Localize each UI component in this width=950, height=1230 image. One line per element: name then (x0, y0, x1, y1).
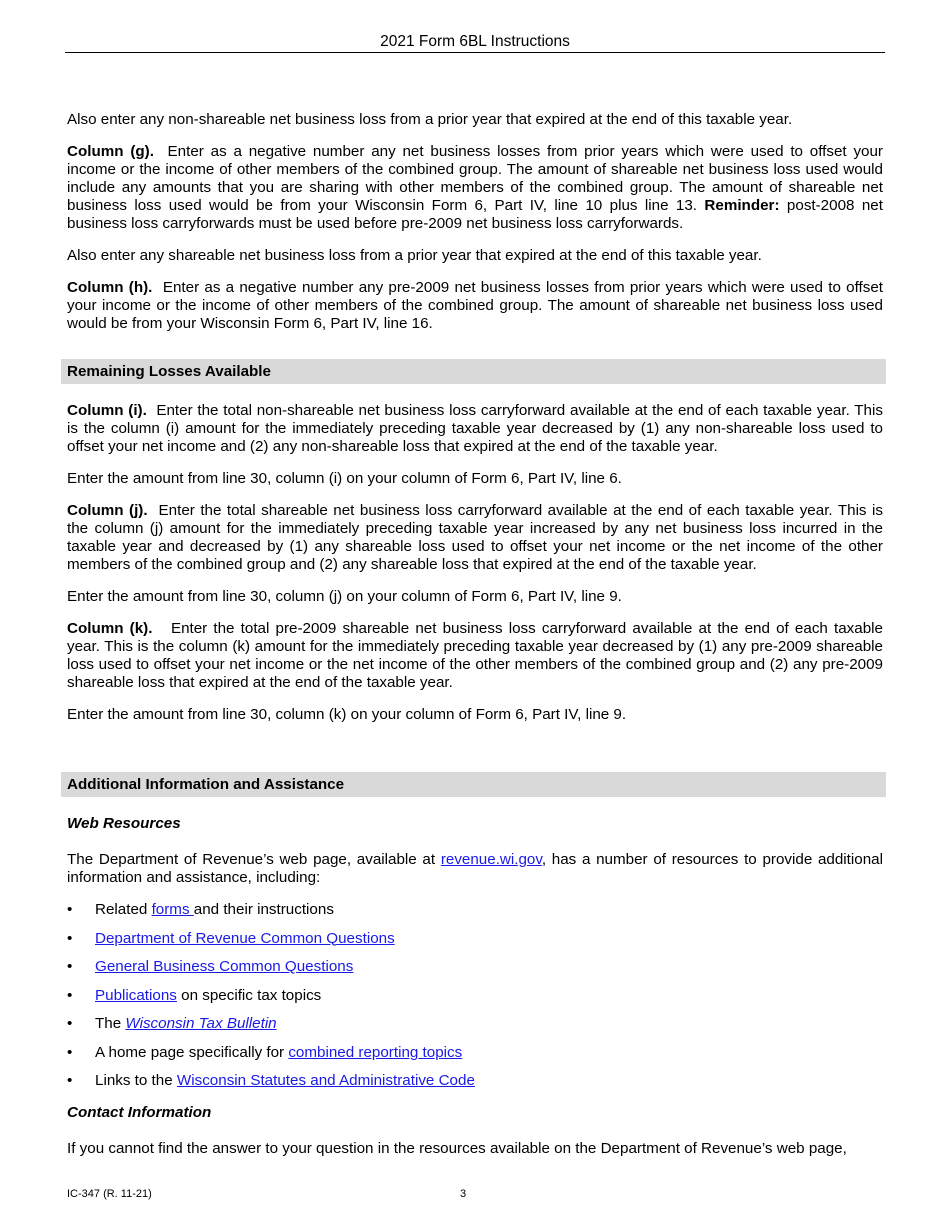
web-resources-paragraph (67, 851, 883, 887)
bullet-icon: • (67, 1015, 73, 1032)
list-text: and their instructions (193, 901, 334, 918)
list-text: Links to the (95, 1072, 177, 1089)
bullet-icon: • (67, 958, 73, 975)
column-j-paragraph (67, 502, 883, 574)
tax-bulletin-link[interactable]: Wisconsin Tax Bulletin (125, 1015, 277, 1032)
column-j-text: Enter the total shareable net business loss carryforward available at the end of each taxable year. This is the column (j) amount for the immediately preceding taxable year increased by any net business loss incurred in the taxable year and decreased by (1) any shareable loss used to offset your net income or the net income of the other members of the combined group and (2) any shareable loss that expired at the end of the taxable year. (67, 502, 883, 573)
column-i-paragraph (67, 402, 883, 456)
dor-common-questions-link[interactable]: Department of Revenue Common Questions (95, 929, 395, 947)
list-item (67, 1015, 883, 1033)
combined-reporting-link[interactable]: combined reporting topics (288, 1043, 463, 1061)
publications-link[interactable]: Publications (95, 986, 177, 1004)
remaining-losses-heading: Remaining Losses Available (61, 359, 886, 384)
bullet-icon: • (67, 986, 73, 1004)
column-h-label: Column (h). (67, 279, 153, 296)
column-g-text: Enter as a negative number any net business losses from prior years which were used to offset your income or the income of other members of the combined group. The amount of shareable net business loss used would include any amounts that you are sharing with other members of the combined group. The amount of shareable net business loss used would be from your Wisconsin Form 6, Part IV, line 10 plus line 13. (67, 143, 883, 214)
statutes-link[interactable]: Wisconsin Statutes and Administrative Code (176, 1072, 475, 1089)
list-text: The (95, 1015, 126, 1032)
list-item (67, 987, 883, 1005)
list-item (67, 1072, 883, 1090)
list-item (67, 901, 883, 919)
bullet-icon: • (67, 929, 73, 947)
line-j-paragraph: Enter the amount from line 30, column (j) on your column of Form 6, Part IV, line 9. (67, 588, 622, 605)
list-text: A home page specifically for (95, 1043, 289, 1061)
web-text-after: , has a number of resources to provide additional information and assistance, including: (67, 851, 883, 886)
column-i-text: Enter the total non-shareable net business loss carryforward available at the end of each taxable year. This is the column (i) amount for the immediately preceding taxable year decreased by (1) any non-shareable loss used to offset your net income and (2) any non-shareable loss that expired at the end of the taxable year. (67, 402, 883, 455)
list-text: Related (95, 901, 152, 918)
line-i-paragraph: Enter the amount from line 30, column (i) on your column of Form 6, Part IV, line 6. (67, 470, 622, 487)
shareable-expired-paragraph: Also enter any shareable net business loss from a prior year that expired at the end of this taxable year. (67, 247, 762, 264)
contact-paragraph: If you cannot find the answer to your question in the resources available on the Department of Revenue’s web page, (67, 1140, 847, 1157)
page-number: 3 (460, 1188, 467, 1200)
document-body (67, 111, 883, 1172)
intro-paragraph: Also enter any non-shareable net business loss from a prior year that expired at the end of this taxable year. (67, 111, 793, 128)
list-item (67, 1044, 883, 1062)
column-i-label: Column (i). (67, 402, 147, 419)
column-k-label: Column (k). (67, 620, 153, 637)
resource-list (67, 901, 883, 1090)
list-item (67, 930, 883, 948)
general-business-questions-link[interactable]: General Business Common Questions (95, 958, 354, 975)
forms-link[interactable]: forms (151, 901, 194, 918)
page-header: 2021 Form 6BL Instructions (65, 33, 885, 53)
column-k-paragraph (67, 620, 883, 692)
additional-info-heading: Additional Information and Assistance (61, 772, 886, 797)
bullet-icon: • (67, 901, 73, 918)
column-j-label: Column (j). (67, 502, 148, 519)
reminder-text: post-2008 net business loss carryforwards must be used before pre-2009 net business loss carryforwards. (67, 197, 883, 232)
list-item (67, 958, 883, 976)
contact-heading: Contact Information (67, 1104, 212, 1121)
column-h-paragraph (67, 279, 883, 333)
bullet-icon: • (67, 1072, 73, 1089)
column-k-text: Enter the total pre-2009 shareable net business loss carryforward available at the end of each taxable year. This is the column (k) amount for the immediately preceding taxable year decreased by (1) any pre-2009 shareable loss used to offset your net income or the net income of the other members of the combined group and (2) any pre-2009 shareable loss that expired at the end of the taxable year. (67, 620, 883, 691)
column-g-label: Column (g). (67, 143, 154, 160)
web-resources-heading: Web Resources (67, 815, 181, 832)
line-k-paragraph: Enter the amount from line 30, column (k) on your column of Form 6, Part IV, line 9. (67, 706, 627, 723)
bullet-icon: • (67, 1043, 73, 1061)
revenue-link[interactable]: revenue.wi.gov (440, 851, 542, 868)
column-h-text: Enter as a negative number any pre-2009 net business losses from prior years which were used to offset your income or the income of other members of the combined group. The amount of shareable net business loss used would be from your Wisconsin Form 6, Part IV, line 16. (67, 279, 883, 332)
column-g-paragraph (67, 143, 883, 233)
reminder-label: Reminder: (704, 197, 780, 214)
list-text: on specific tax topics (176, 986, 322, 1004)
web-text-before: The Department of Revenue’s web page, available at (67, 851, 441, 868)
form-id: IC-347 (R. 11-21) (67, 1188, 152, 1200)
